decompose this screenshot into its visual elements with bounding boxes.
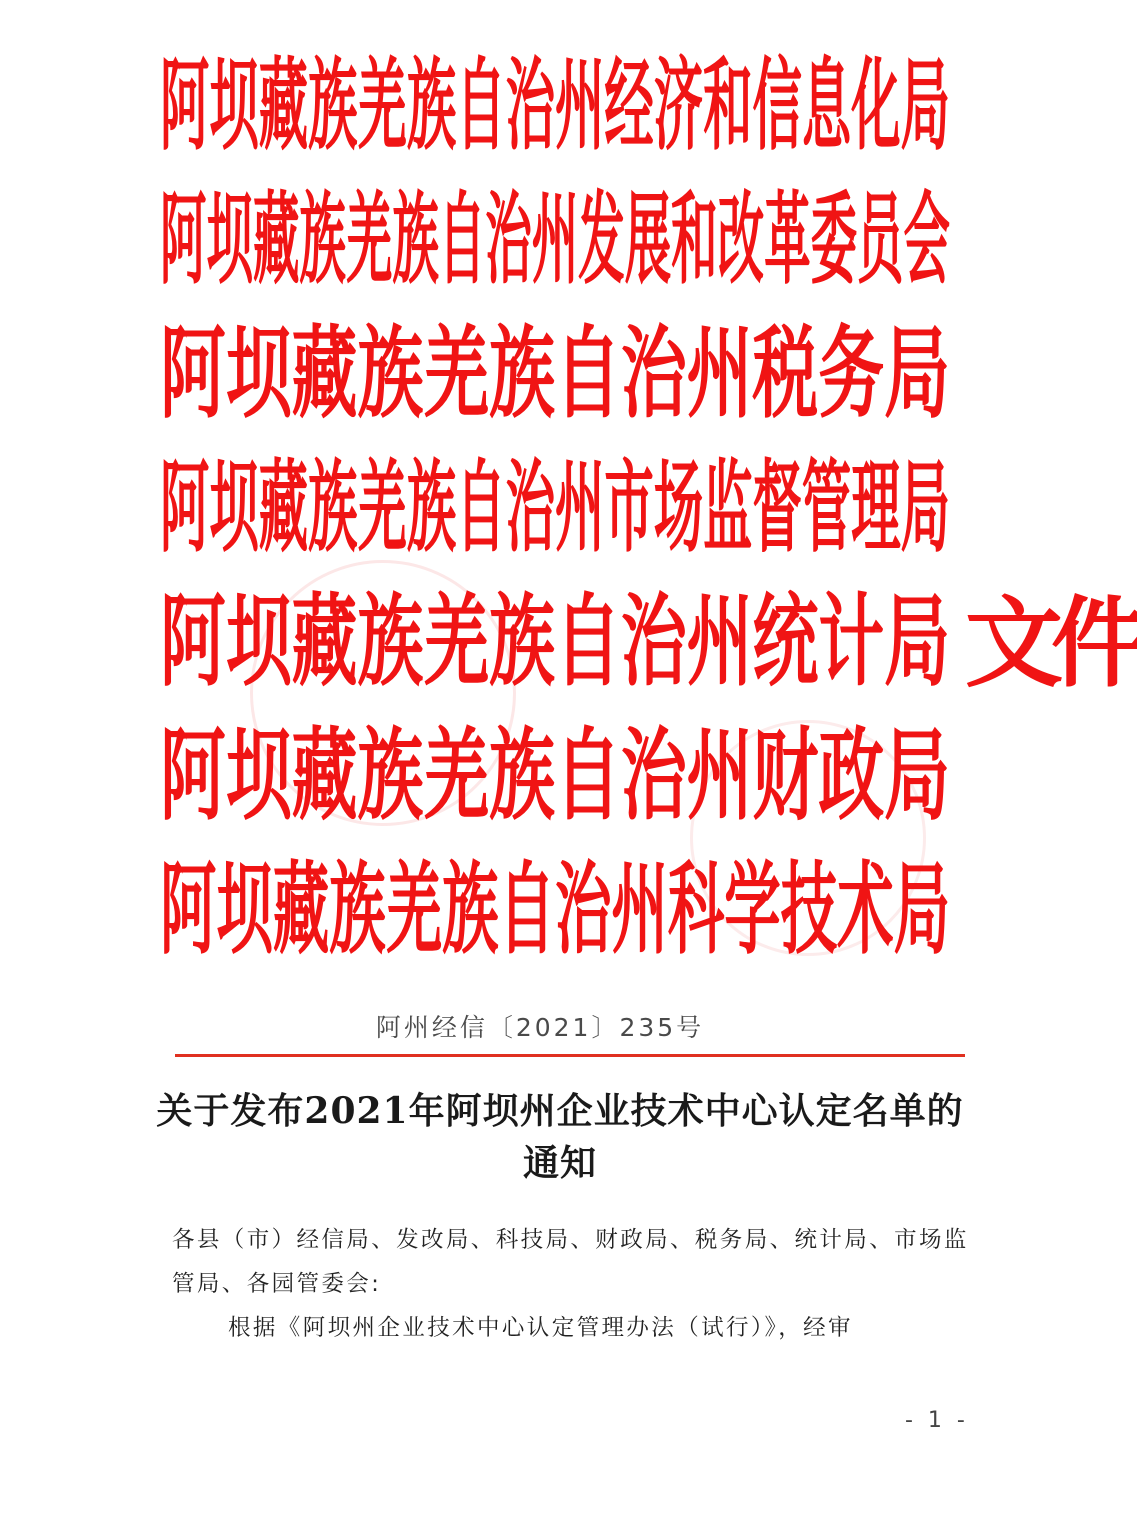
red-divider-line [175,1054,965,1057]
document-body [172,1218,982,1350]
masthead-org-6: 阿坝藏族羌族自治州财政局 [160,716,951,834]
red-masthead [160,30,960,968]
document-number: 阿州经信〔2021〕235号 [375,1013,705,1042]
masthead-org-3: 阿坝藏族羌族自治州税务局 [160,314,951,432]
masthead-org-5: 阿坝藏族羌族自治州统计局 [160,582,951,700]
masthead-org-7: 阿坝藏族羌族自治州科学技术局 [160,850,950,968]
addressee-paragraph: 各县（市）经信局、发改局、科技局、财政局、税务局、统计局、市场监管局、各园管委会: [172,1227,969,1297]
page-number: - 1 - [905,1408,969,1433]
body-paragraph: 根据《阿坝州企业技术中心认定管理办法（试行）》，经审 [228,1315,853,1341]
masthead-org-2: 阿坝藏族羌族自治州发展和改革委员会 [160,180,950,298]
masthead-org-1: 阿坝藏族羌族自治州经济和信息化局 [160,46,950,164]
masthead-org-4: 阿坝藏族羌族自治州市场监督管理局 [160,448,950,566]
masthead-suffix: 文件 [965,586,1137,701]
document-title: 关于发布2021年阿坝州企业技术中心认定名单的通知 [156,1090,964,1184]
